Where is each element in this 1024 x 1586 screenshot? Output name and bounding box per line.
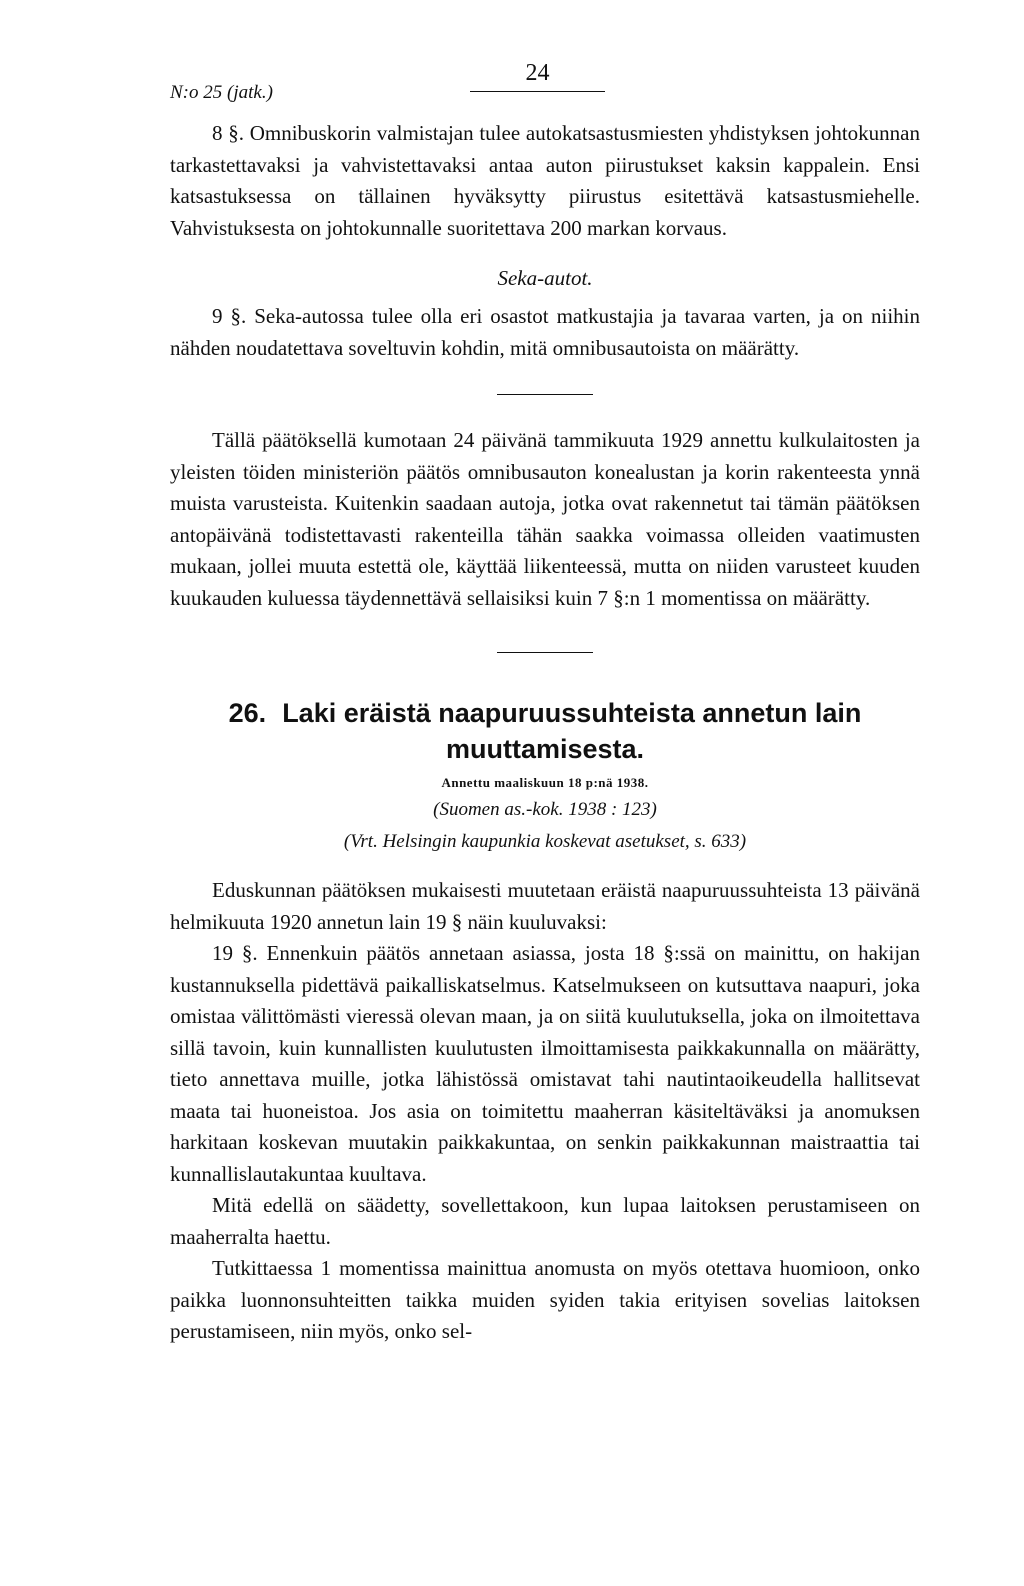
act-given-date: Annettu maaliskuun 18 p:nä 1938. — [441, 775, 649, 790]
act-title — [170, 695, 920, 767]
act-number: 26. — [228, 698, 267, 728]
act-title-text: Laki eräistä naapuruussuhteista annetun lain muuttamisesta. — [282, 698, 862, 764]
act-paragraph-tutkittaessa: Tutkittaessa 1 momentissa mainittua anomusta on myös otettava huomioon, onko paikka luonnonsuhteitten taikka muiden syiden takia erityisen sovelias laitoksen perustamiseen, niin myös, onko sel- — [170, 1256, 920, 1343]
act-reference: (Suomen as.-kok. 1938 : 123) — [433, 799, 657, 820]
document-page — [170, 60, 920, 1348]
closing-paragraph: Tällä päätöksellä kumotaan 24 päivänä tammikuuta 1929 annettu kulkulaitosten ja yleisten töiden ministeriön päätös omnibusauton konealustan ja korin rakenteesta ynnä muista varusteista. Kuitenkin saadaan autoja, jotka ovat rakennetut tai tämän päätöksen antopäivänä todistettavasti rakenteilla tähän saakka voimassa olleiden vaatimusten mukaan, jollei muuta estettä ole, käyttää liikenteessä, mutta on niiden varusteet kuuden kuukauden kuluessa täydennettävä sellaisiksi kuin 7 §:n 1 momentissa on määrätty. — [170, 428, 920, 610]
act-intro: Eduskunnan päätöksen mukaisesti muutetaan eräistä naapuruussuhteista 13 päivänä helmikuuta 1920 annetun lain 19 § näin kuuluvaksi: — [170, 878, 920, 934]
act-reference-helsinki: (Vrt. Helsingin kaupunkia koskevat asetukset, s. 633) — [343, 831, 747, 852]
paragraph-8: 8 §. Omnibuskorin valmistajan tulee autokatsastusmiesten yhdistyksen johtokunnan tarkastettavaksi ja vahvistettavaksi antaa auton piirustukset kaksin kappalein. Ensi katsastuksessa on tällainen hyväksytty piirustus esitettävä katsastusmiehelle. Vahvistuksesta on johtokunnalle suoritettava 200 markan korvaus. — [170, 121, 920, 240]
continuation-label: N:o 25 (jatk.) — [170, 82, 273, 103]
paragraph-9: 9 §. Seka-autossa tulee olla eri osastot matkustajia ja tavaraa varten, ja on niihin nähden noudatettava soveltuvin kohdin, mitä omnibusautoista on määrätty. — [170, 304, 920, 360]
page-header — [170, 60, 920, 118]
paragraph-19: 19 §. Ennenkuin päätös annetaan asiassa, josta 18 §:ssä on mainittu, on hakijan kustannuksella pidettävä paikalliskatselmus. Katselmukseen on kutsuttava naapuri, joka omistaa välittömästi vieressä olevan maan, ja on siitä kuulutuksella, joka on ilmoitettava sillä tavoin, kuin kunnallisten kuulutusten ilmoittamisesta paikkakunnalla on määrätty, tieto annettava muille, jotka lähistössä omistavat tahi nautintaoikeudella hallitsevat maata tai huoneistoa. Jos asia on toimitettu maaherran käsiteltäväksi ja anomuksen harkitaan koskevan muutakin paikkakuntaa, on senkin paikkakunnan maistraattia tai kunnallislautakuntaa kuultava. — [170, 941, 920, 1186]
divider — [497, 652, 593, 653]
divider — [497, 394, 593, 395]
act-paragraph-maaherra: Mitä edellä on säädetty, sovellettakoon, kun lupaa laitoksen perustamiseen on maaherralta haettu. — [170, 1193, 920, 1249]
section-heading: Seka-autot. — [497, 266, 593, 290]
page-number: 24 — [470, 60, 605, 92]
